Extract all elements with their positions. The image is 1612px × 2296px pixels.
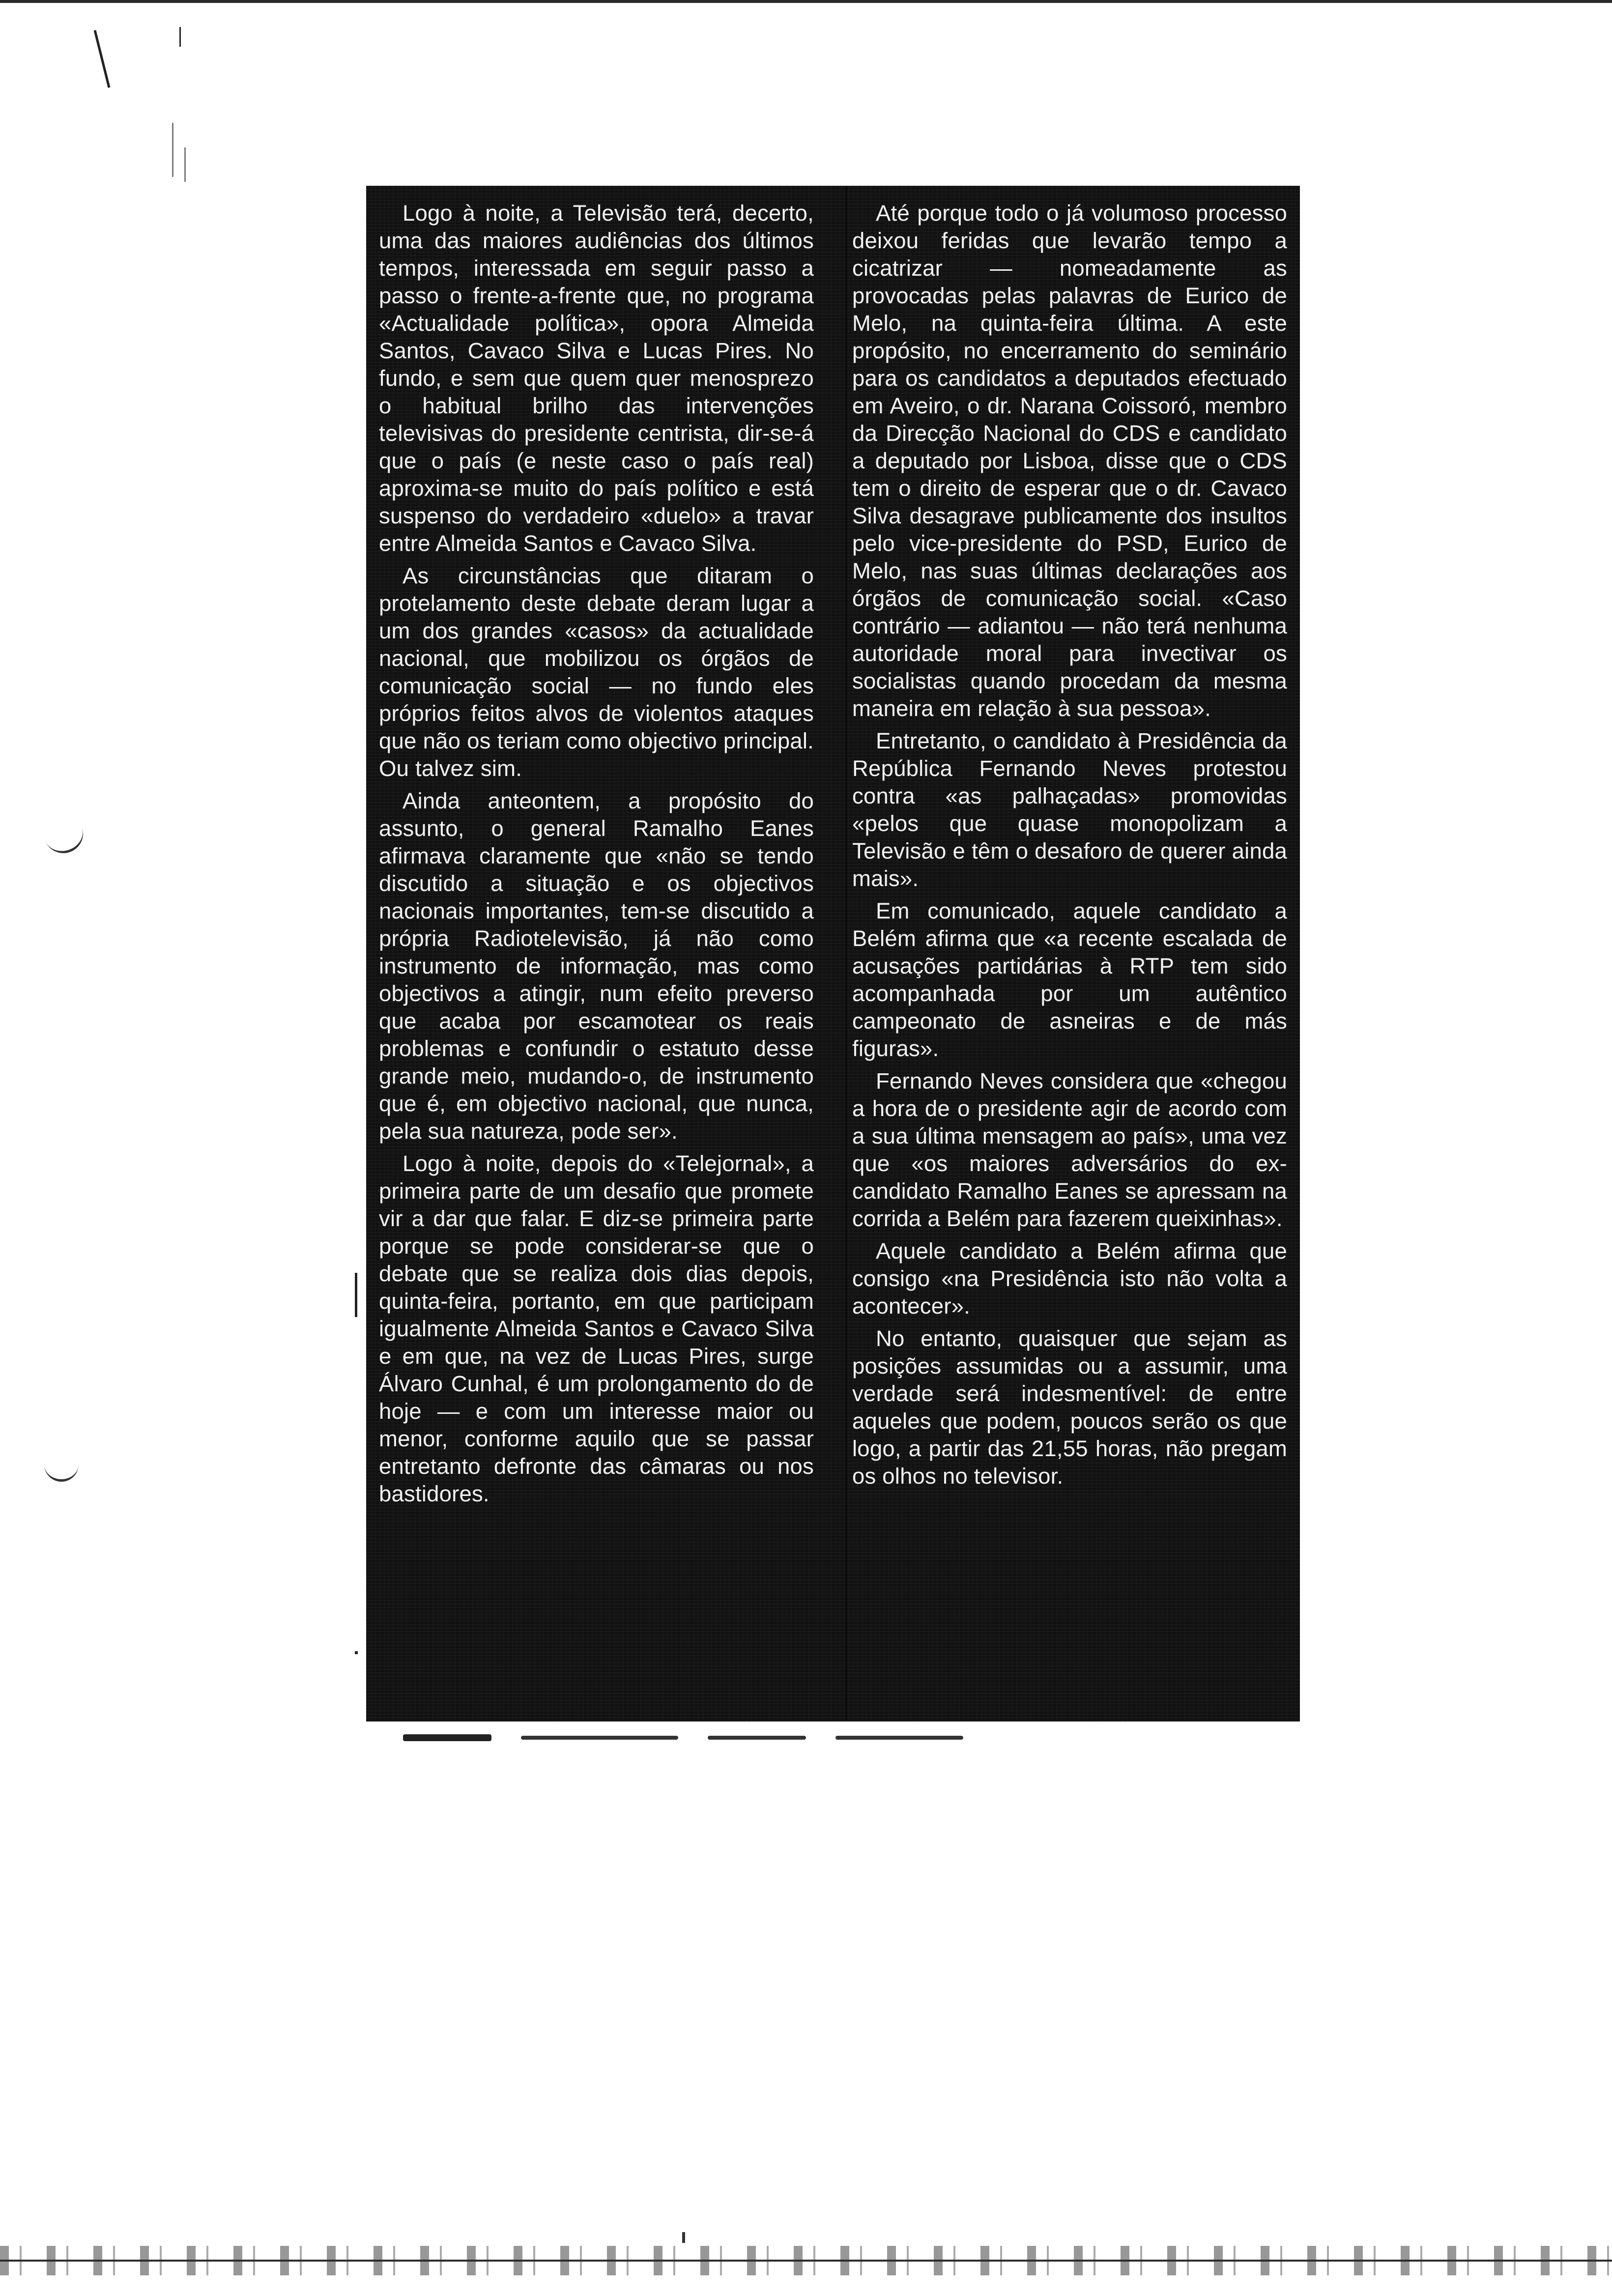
left-article-column xyxy=(379,200,814,1712)
article-paragraph: Em comunicado, aquele candidato a Belém afirma que «a recente escalada de acusações partidárias à RTP tem sido acompanhada por um autêntico campeonato de asneiras e de más figuras». xyxy=(852,898,1287,1061)
smudge-mark xyxy=(708,1736,806,1740)
article-paragraph: Logo à noite, a Televisão terá, decerto, uma das maiores audiências dos últimos tempos, interessada em seguir passo a passo o frente-a-frente que, no programa «Actualidade política», opora Almeida Santos, Cavaco Silva e Lucas Pires. No fundo, e sem que quem quer menosprezo o habitual brilho das intervenções televisivas do presidente centrista, dir-se-á que o país (e neste caso o país real) aproxima-se muito do país político e está suspenso do verdadeiro «duelo» a travar entre Almeida Santos e Cavaco Silva. xyxy=(379,201,814,556)
column-divider xyxy=(845,187,847,1720)
article-paragraph: Fernando Neves considera que «chegou a hora de o presidente agir de acordo com a sua última mensagem ao país», uma vez que «os maiores adversários do ex-candidato Ramalho Eanes se apressam na corrida a Belém para fazerem queixinhas». xyxy=(852,1068,1287,1231)
article-paragraph: Até porque todo o já volumoso processo deixou feridas que levarão tempo a cicatrizar — nomeadamente as provocadas pelas palavras de Eurico de Melo, na quinta-feira última. A este propósito, no encerramento do seminário para os candidatos a deputados efectuado em Aveiro, o dr. Narana Coissoró, membro da Direcção Nacional do CDS e candidato a deputado por Lisboa, disse que o CDS tem o direito de esperar que o dr. Cavaco Silva desagrave publicamente dos insultos pelo vice-presidente do PSD, Eurico de Melo, nas suas últimas declarações aos órgãos de comunicação social. «Caso contrário — adiantou — não terá nenhuma autoridade moral para invectivar os socialistas quando procedam da mesma maneira em relação à sua pessoa». xyxy=(852,201,1287,721)
scan-artifact-mark xyxy=(184,147,186,182)
margin-curve-mark xyxy=(44,1457,79,1482)
right-article-column xyxy=(852,200,1287,1712)
margin-curve-mark xyxy=(44,825,89,859)
article-paragraph: Entretanto, o candidato à Presidência da República Fernando Neves protestou contra «as palhaçadas» promovidas «pelos que quase monopolizam a Televisão e têm o desaforo de querer ainda mais». xyxy=(852,728,1287,891)
scan-artifact-mark xyxy=(355,1273,357,1317)
scan-artifact-mark xyxy=(94,30,111,88)
bottom-scan-border xyxy=(0,2260,1612,2262)
newspaper-clipping xyxy=(366,186,1300,1722)
smudge-mark xyxy=(835,1736,963,1740)
article-paragraph: Logo à noite, depois do «Telejornal», a primeira parte de um desafio que promete vir a dar que falar. E diz-se primeira parte porque se pode considerar-se que o debate que se realiza dois dias depois, quinta-feira, portanto, em que participam igualmente Almeida Santos e Cavaco Silva e em que, na vez de Lucas Pires, surge Álvaro Cunhal, é um prolongamento do de hoje — e com um interesse maior ou menor, conforme aquilo que se passar entretanto defronte das câmaras ou nos bastidores. xyxy=(379,1151,814,1506)
smudge-mark xyxy=(521,1736,678,1740)
smudge-mark xyxy=(403,1734,491,1741)
scan-artifact-mark xyxy=(172,123,173,177)
scan-artifact-mark xyxy=(682,2232,685,2243)
article-paragraph: No entanto, quaisquer que sejam as posições assumidas ou a assumir, uma verdade será indesmentível: de entre aqueles que podem, poucos serão os que logo, a partir das 21,55 horas, não pregam os olhos no televisor. xyxy=(852,1326,1287,1489)
scan-artifact-mark xyxy=(179,27,181,47)
article-paragraph: Aquele candidato a Belém afirma que consigo «na Presidência isto não volta a acontecer». xyxy=(852,1238,1287,1319)
article-paragraph: Ainda anteontem, a propósito do assunto, o general Ramalho Eanes afirmava claramente que «não se tendo discutido a situação e os objectivos nacionais importantes, tem-se discutido a própria Radiotelevisão, já não como instrumento de informação, mas como objectivos a atingir, num efeito preverso que acaba por escamotear os reais problemas e confundir o estatuto desse grande meio, mudando-o, de instrumento que é, em objectivo nacional, que nunca, pela sua natureza, pode ser». xyxy=(379,788,814,1144)
top-scan-border xyxy=(0,0,1612,3)
article-paragraph: As circunstâncias que ditaram o protelamento deste debate deram lugar a um dos grandes «casos» da actualidade nacional, que mobilizou os órgãos de comunicação social — no fundo eles próprios feitos alvos de violentos ataques que não os teriam como objectivo principal. Ou talvez sim. xyxy=(379,563,814,781)
scan-artifact-mark xyxy=(355,1651,358,1654)
clipping-footer-smudge xyxy=(403,1732,1081,1743)
